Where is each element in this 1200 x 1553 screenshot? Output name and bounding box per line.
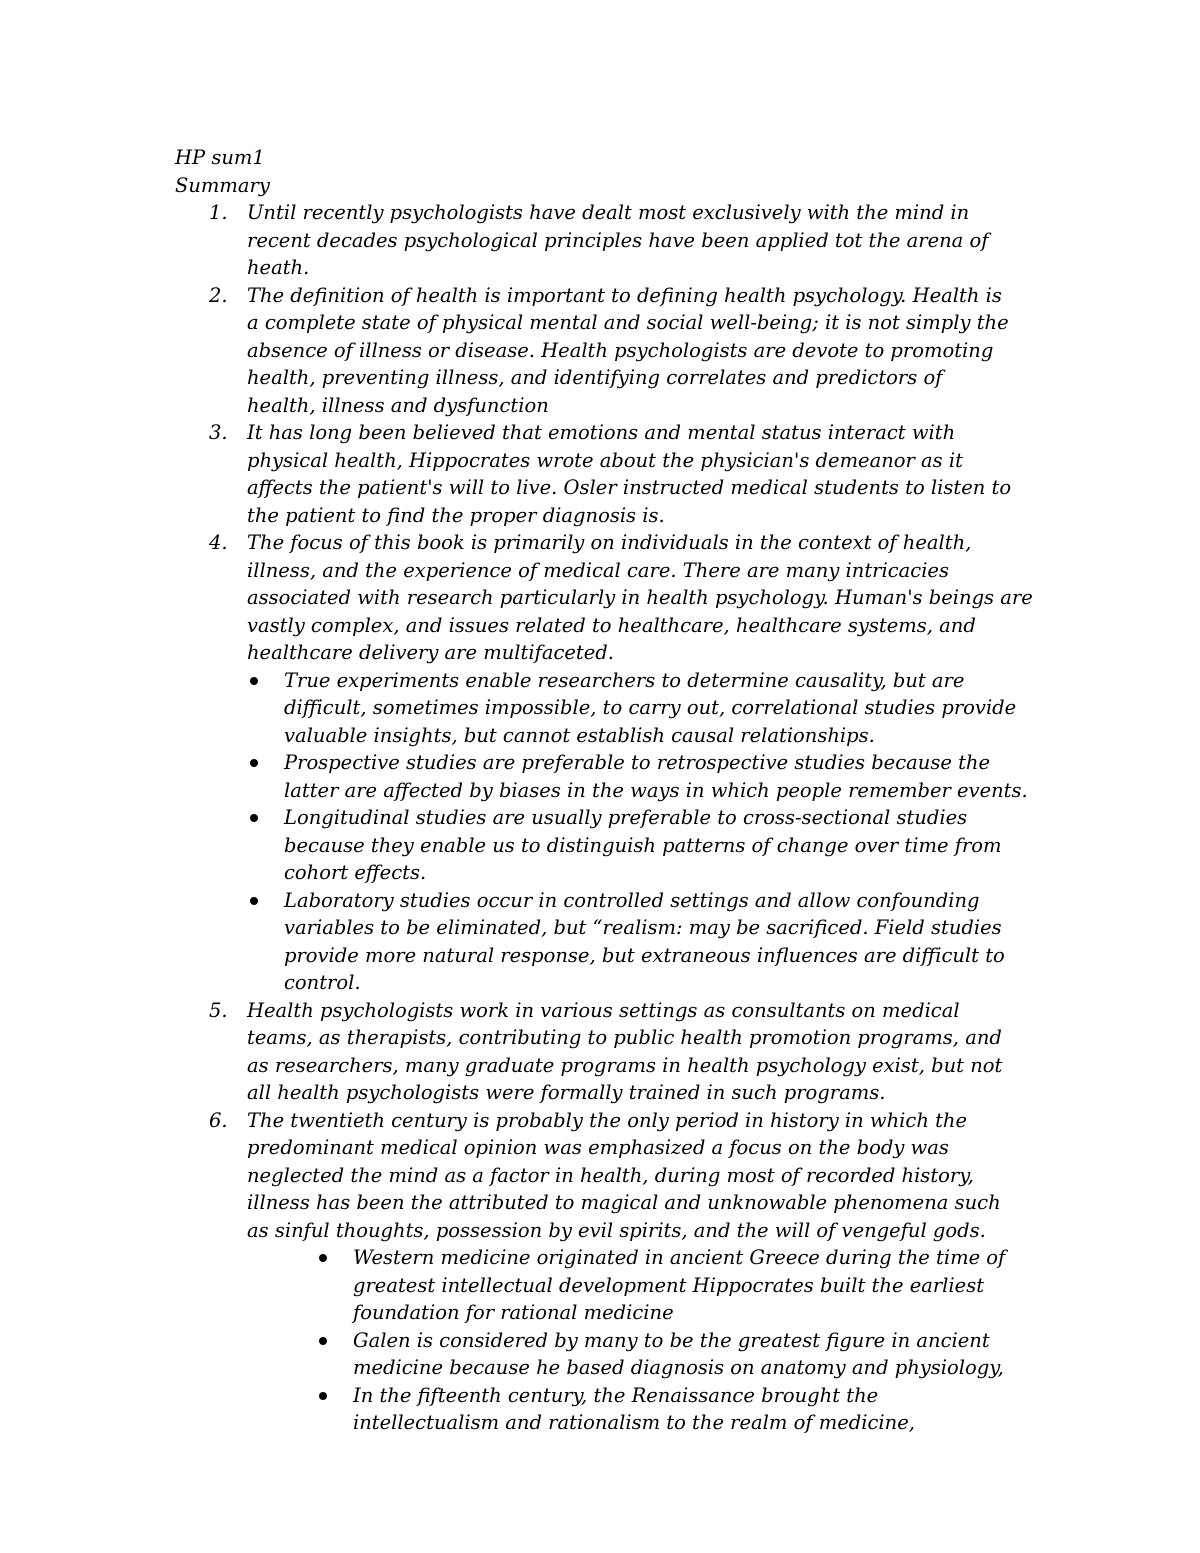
list-item: [175, 529, 1037, 997]
list-number: 6.: [209, 1108, 228, 1132]
list-number: 3.: [209, 421, 228, 444]
sub-bullet-list: [247, 667, 1037, 997]
bullet-item: [247, 887, 1037, 997]
bullet-text: Prospective studies are preferable to retrospective studies because the latter are affected by biases in the ways in which people remember events.: [284, 751, 1028, 802]
bullet-item: [247, 1382, 1027, 1437]
list-item-text: The definition of health is important to defining health psychology. Health is a complete state of physical mental and social well-being; it is not simply the absence of illness or disease. Health psychologists are devote to promoting health, preventing illness, and identifying correlates and predictors of health, illness and dysfunction: [247, 283, 1009, 417]
list-item-text: It has long been believed that emotions and mental status interact with physical health, Hippocrates wrote about the physician's demeanor as it affects the patient's will to live. Osler instructed medical students to listen to the patient to find the proper diagnosis is.: [247, 421, 1012, 527]
list-number: 1.: [209, 201, 228, 224]
list-item: [175, 199, 1017, 282]
bullet-item: [247, 1327, 1027, 1382]
list-item-text: Health psychologists work in various settings as consultants on medical teams, as therapists, contributing to public health promotion programs, and as researchers, many graduate programs in health psychology exist, but not all health psychologists were formally trained in such programs.: [247, 998, 1003, 1104]
list-item: [175, 1107, 1027, 1437]
bullet-icon: [250, 677, 258, 685]
list-item-text: The focus of this book is primarily on individuals in the context of health, illness, and the experience of medical care. There are many intricacies associated with research particularly in health psychology. Human's beings are vastly complex, and issues related to healthcare, healthcare systems, and healthcare delivery are multifaceted.: [247, 531, 1033, 664]
bullet-text: Longitudinal studies are usually preferable to cross-sectional studies because they enable us to distinguish patterns of change over time from cohort effects.: [284, 806, 1002, 884]
document-page: [175, 144, 1035, 1437]
bullet-text: Laboratory studies occur in controlled settings and allow confounding variables to be eliminated, but “realism: may be sacrificed. Field studies provide more natural response, but extraneous influences are difficult to control.: [284, 888, 1005, 994]
bullet-icon: [250, 897, 258, 905]
bullet-item: [247, 749, 1037, 804]
bullet-icon: [319, 1337, 327, 1345]
bullet-item: [247, 667, 1037, 750]
bullet-text: Western medicine originated in ancient Greece during the time of greatest intellectual development Hippocrates built the earliest foundation for rational medicine: [353, 1246, 1006, 1324]
list-item: [175, 997, 1017, 1107]
bullet-text: In the fifteenth century, the Renaissance brought the intellectualism and rationalism to the realm of medicine,: [353, 1383, 915, 1434]
bullet-text: Galen is considered by many to be the greatest figure in ancient medicine because he based diagnosis on anatomy and physiology,: [353, 1328, 1004, 1379]
sub-bullet-list: [247, 1244, 1027, 1437]
bullet-icon: [319, 1254, 327, 1262]
bullet-icon: [250, 759, 258, 767]
summary-list: [175, 199, 1035, 1437]
list-number: 5.: [209, 998, 228, 1022]
list-number: 4.: [209, 531, 228, 554]
document-title: HP sum1: [175, 146, 265, 169]
bullet-item: [247, 804, 1037, 887]
document-subtitle: Summary: [175, 173, 270, 197]
bullet-text: True experiments enable researchers to determine causality, but are difficult, sometimes impossible, to carry out, correlational studies provide valuable insights, but cannot establish causal relationships.: [284, 668, 1017, 747]
list-number: 2.: [209, 283, 228, 307]
bullet-item: [247, 1244, 1027, 1327]
list-item-text: Until recently psychologists have dealt most exclusively with the mind in recent decades psychological principles have been applied tot the arena of heath.: [247, 201, 989, 279]
list-item: [175, 419, 1022, 529]
bullet-icon: [250, 814, 258, 822]
list-item-text: The twentieth century is probably the only period in history in which the predominant medical opinion was emphasized a focus on the body was neglected the mind as a factor in health, during most of recorded history, illness has been the attributed to magical and unknowable phenomena such as sinful thoughts, possession by evil spirits, and the will of vengeful gods.: [247, 1108, 1001, 1242]
list-item: [175, 282, 1012, 420]
bullet-icon: [319, 1392, 327, 1400]
